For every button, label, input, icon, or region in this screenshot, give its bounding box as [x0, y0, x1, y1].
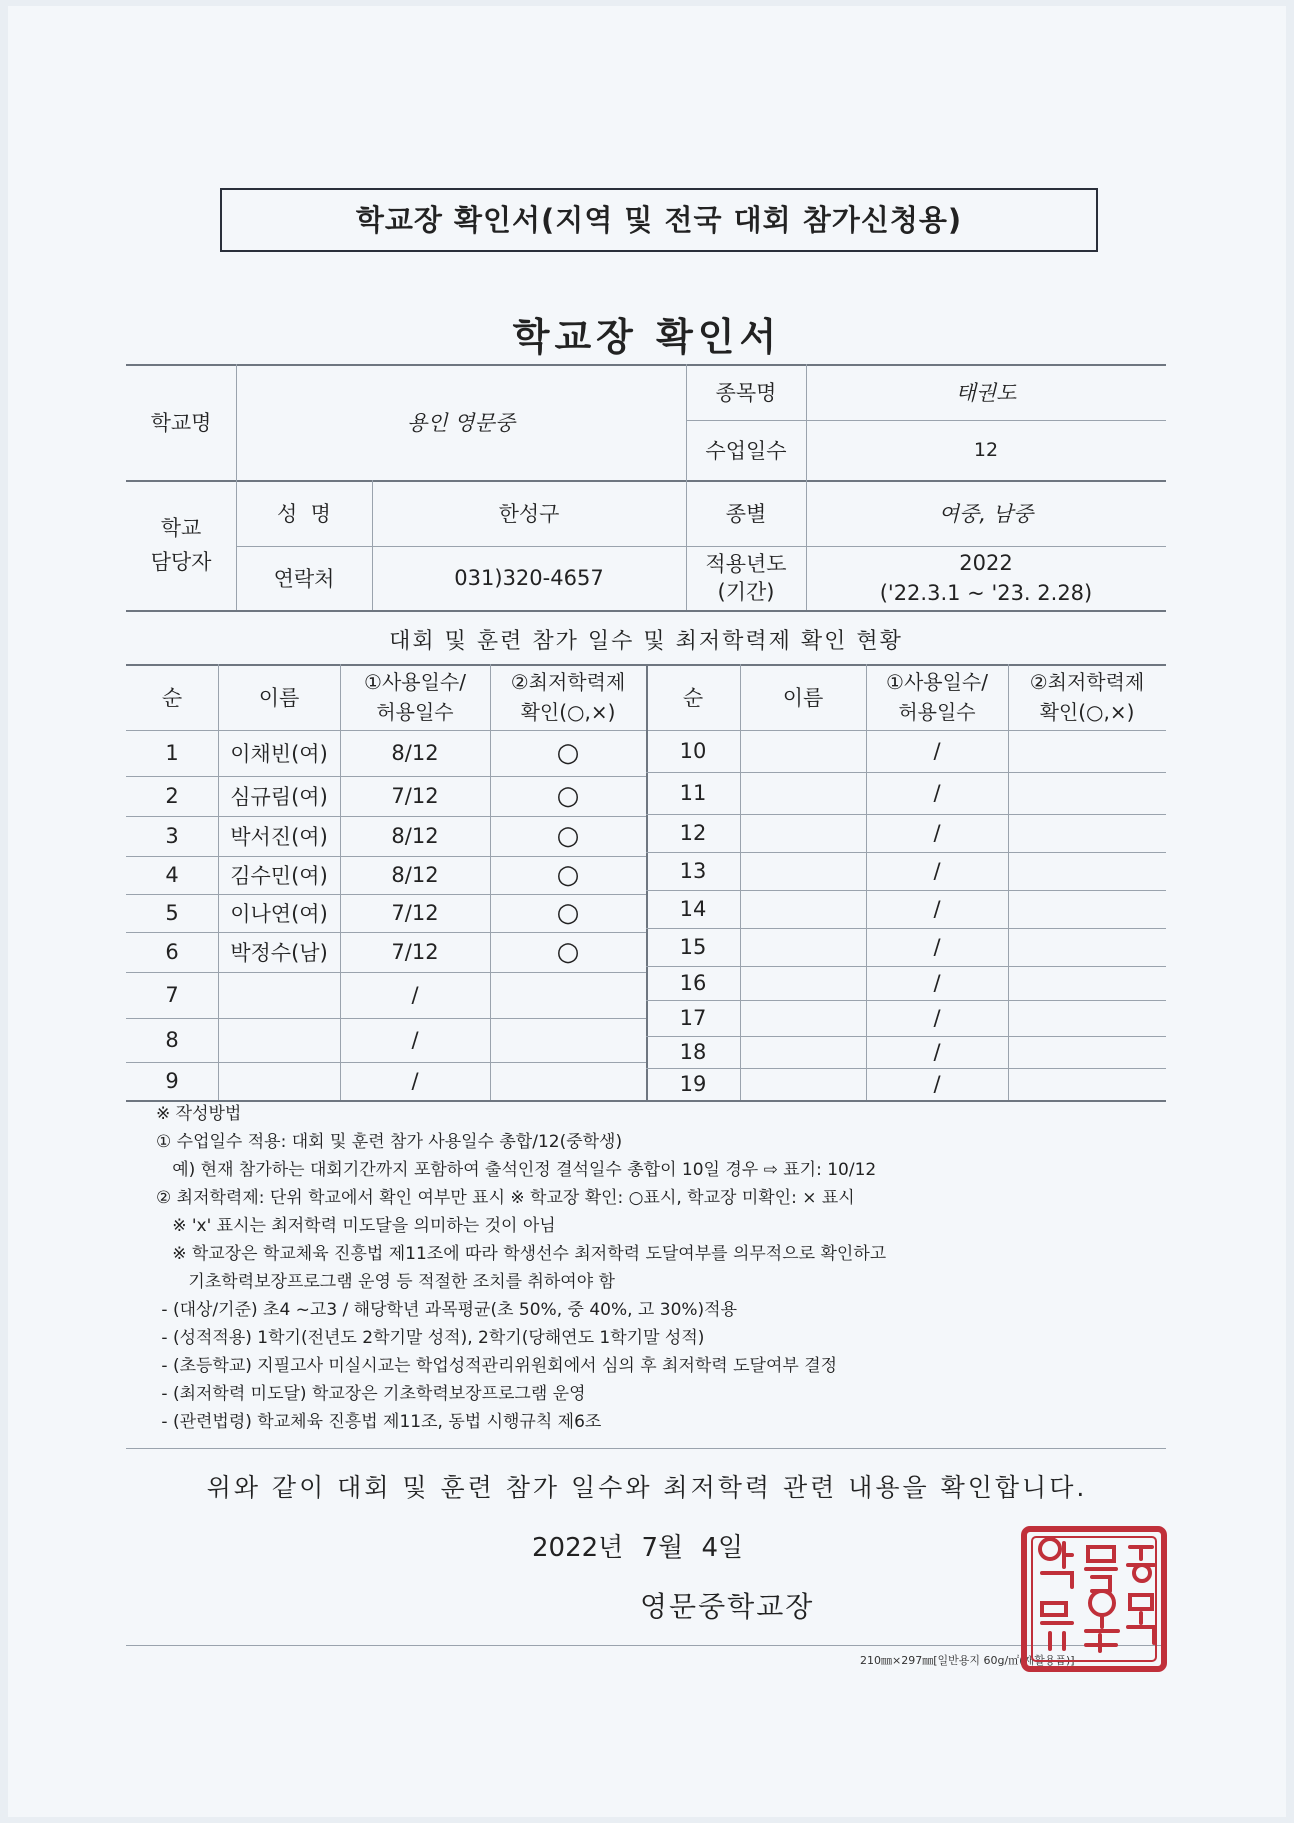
- days-used: /: [933, 1006, 941, 1030]
- row-number: 8: [165, 1028, 179, 1052]
- student-name: 이채빈(여): [230, 742, 328, 766]
- row-number: 16: [679, 971, 707, 995]
- note-line: ※ 'x' 표시는 최저학력 미도달을 의미하는 것이 아님: [156, 1216, 556, 1236]
- check-mark: ○: [556, 898, 580, 928]
- check-mark: [1008, 928, 1166, 966]
- year-label: 적용년도 (기간): [705, 552, 787, 604]
- note-line: - (최저학력 미도달) 학교장은 기초학력보장프로그램 운영: [156, 1384, 586, 1404]
- type-label: 종별: [725, 502, 767, 526]
- days-used: 7/12: [391, 901, 439, 925]
- contact-label: 연락처: [273, 567, 335, 591]
- days-used: 8/12: [391, 863, 439, 887]
- days-used: /: [933, 1040, 941, 1064]
- header-days: ①사용일수/ 허용일수: [364, 670, 466, 724]
- row-number: 12: [679, 821, 707, 845]
- student-name: [740, 814, 866, 852]
- info-line: [126, 610, 1166, 612]
- row-number: 3: [165, 824, 179, 848]
- instructions: [156, 1100, 1176, 1436]
- row-number: 7: [165, 983, 179, 1007]
- days-used: 8/12: [391, 741, 439, 765]
- note-line: - (관련법령) 학교체육 진흥법 제11조, 동법 시행규칙 제6조: [156, 1412, 602, 1432]
- days-used: /: [933, 935, 941, 959]
- days-used: /: [933, 859, 941, 883]
- days-used: /: [933, 1072, 941, 1096]
- header-name: 이름: [782, 686, 824, 710]
- days-used: /: [411, 983, 419, 1007]
- check-mark: [1008, 852, 1166, 890]
- row-number: 18: [679, 1040, 707, 1064]
- check-mark: ○: [556, 860, 580, 890]
- principal-name: 영문중학교장: [640, 1590, 815, 1623]
- student-name: [740, 1068, 866, 1100]
- student-name: [218, 1018, 340, 1062]
- period-value: ('22.3.1 ~ '23. 2.28): [879, 581, 1093, 605]
- row-number: 4: [165, 863, 179, 887]
- school-value: 용인 영문중: [406, 411, 516, 435]
- check-mark: ○: [556, 937, 580, 967]
- student-name: 이나연(여): [230, 902, 328, 926]
- header-name: 이름: [258, 686, 300, 710]
- note-line: ① 수업일수 적용: 대회 및 훈련 참가 사용일수 총합/12(중학생): [156, 1132, 623, 1152]
- student-name: [740, 928, 866, 966]
- manager-name: 한성구: [498, 502, 560, 526]
- check-mark: [490, 972, 646, 1018]
- header-check: ②최저학력제 확인(○,×): [1029, 670, 1145, 724]
- header-no: 순: [682, 686, 704, 710]
- page-title: 학교장 확인서: [512, 315, 782, 359]
- student-name: 심규림(여): [230, 785, 328, 809]
- paper-spec: 210㎜×297㎜[일반용지 60g/㎡(재활용품)]: [860, 1654, 1075, 1667]
- row-number: 6: [165, 940, 179, 964]
- student-name: [218, 972, 340, 1018]
- days-used: /: [933, 739, 941, 763]
- check-mark: [490, 1018, 646, 1062]
- days-used: /: [933, 781, 941, 805]
- row-number: 9: [165, 1069, 179, 1093]
- days-used: /: [933, 897, 941, 921]
- days-label: 수업일수: [705, 439, 787, 463]
- note-line: 예) 현재 참가하는 대회기간까지 포함하여 출석인정 결석일수 총합이 10일 경우 ⇨ 표기: 10/12: [156, 1160, 877, 1180]
- note-line: - (초등학교) 지필고사 미실시교는 학업성적관리위원회에서 심의 후 최저학력 도달여부 결정: [156, 1356, 838, 1376]
- student-name: [218, 1062, 340, 1100]
- name-label: 성 명: [277, 502, 331, 526]
- note-line: ※ 학교장은 학교체육 진흥법 제11조에 따라 학생선수 최저학력 도달여부를 의무적으로 확인하고: [156, 1244, 887, 1264]
- row-number: 19: [679, 1072, 707, 1096]
- row-number: 11: [679, 781, 707, 805]
- student-name: [740, 890, 866, 928]
- days-used: /: [411, 1069, 419, 1093]
- days-used: 7/12: [391, 940, 439, 964]
- note-line: - (대상/기준) 초4 ~고3 / 해당학년 과목평균(초 50%, 중 40%, 고 30%)적용: [156, 1300, 738, 1320]
- check-mark: ○: [556, 738, 580, 768]
- form-header-box: 학교장 확인서(지역 및 전국 대회 참가신청용): [220, 188, 1098, 252]
- header-check: ②최저학력제 확인(○,×): [510, 670, 626, 724]
- section-title: 대회 및 훈련 참가 일수 및 최저학력제 확인 현황: [389, 628, 903, 654]
- check-mark: ○: [556, 781, 580, 811]
- manager-label: 학교 담당자: [150, 516, 212, 574]
- days-used: /: [411, 1028, 419, 1052]
- row-number: 1: [165, 741, 179, 765]
- student-name: 박서진(여): [230, 825, 328, 849]
- student-name: [740, 1036, 866, 1068]
- row-number: 13: [679, 859, 707, 883]
- school-label: 학교명: [150, 411, 212, 435]
- check-mark: [1008, 814, 1166, 852]
- student-name: [740, 730, 866, 772]
- days-value: 12: [973, 439, 999, 461]
- student-name: [740, 1000, 866, 1036]
- confirmation-text: 위와 같이 대회 및 훈련 참가 일수와 최저학력 관련 내용을 확인합니다.: [206, 1473, 1088, 1502]
- issue-date: 2022년 7월 4일: [532, 1533, 744, 1563]
- days-used: 8/12: [391, 824, 439, 848]
- check-mark: [490, 1062, 646, 1100]
- check-mark: [1008, 1000, 1166, 1036]
- check-mark: [1008, 730, 1166, 772]
- official-seal: [1020, 1525, 1168, 1673]
- student-name: 김수민(여): [230, 864, 328, 888]
- student-name: [740, 966, 866, 1000]
- days-used: /: [933, 971, 941, 995]
- event-value: 태권도: [955, 381, 1017, 405]
- row-number: 17: [679, 1006, 707, 1030]
- row-number: 10: [679, 739, 707, 763]
- header-no: 순: [161, 686, 183, 710]
- check-mark: ○: [556, 821, 580, 851]
- row-number: 15: [679, 935, 707, 959]
- note-line: 기초학력보장프로그램 운영 등 적절한 조치를 취하여야 함: [156, 1272, 615, 1292]
- check-mark: [1008, 966, 1166, 1000]
- type-value: 여중, 남중: [938, 502, 1034, 526]
- note-line: - (성적적용) 1학기(전년도 2학기말 성적), 2학기(당해연도 1학기말 성적): [156, 1328, 705, 1348]
- divider: [126, 1448, 1166, 1449]
- days-used: 7/12: [391, 784, 439, 808]
- row-number: 2: [165, 784, 179, 808]
- check-mark: [1008, 1068, 1166, 1100]
- note-line: ② 최저학력제: 단위 학교에서 확인 여부만 표시 ※ 학교장 확인: ○표시, 학교장 미확인: × 표시: [156, 1188, 855, 1208]
- check-mark: [1008, 772, 1166, 814]
- days-used: /: [933, 821, 941, 845]
- header-days: ①사용일수/ 허용일수: [886, 670, 988, 724]
- year-value: 2022: [959, 551, 1013, 575]
- student-name: [740, 852, 866, 890]
- check-mark: [1008, 890, 1166, 928]
- event-label: 종목명: [715, 381, 777, 405]
- row-number: 14: [679, 897, 707, 921]
- bottom-rule: [126, 1645, 1166, 1646]
- student-name: [740, 772, 866, 814]
- check-mark: [1008, 1036, 1166, 1068]
- row-number: 5: [165, 901, 179, 925]
- contact-value: 031)320-4657: [454, 566, 604, 590]
- note-line: ※ 작성방법: [156, 1104, 242, 1124]
- student-name: 박정수(남): [230, 941, 328, 965]
